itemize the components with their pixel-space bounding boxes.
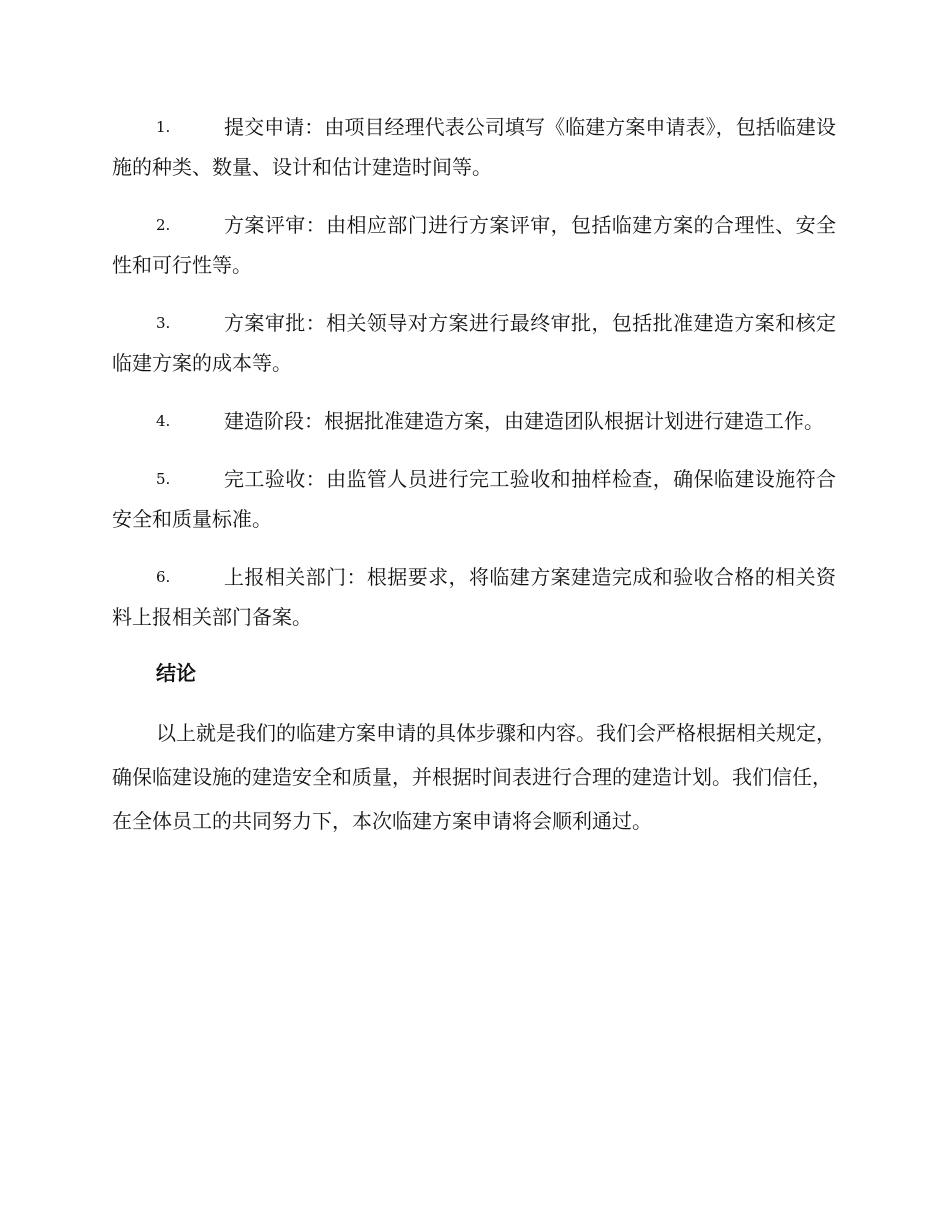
list-text: 方案评审：由相应部门进行方案评审，包括临建方案的合理性、安全性和可行性等。 <box>112 213 836 277</box>
list-text: 方案审批：相关领导对方案进行最终审批，包括批准建造方案和核定临建方案的成本等。 <box>112 311 836 375</box>
list-item-6 <box>112 557 836 637</box>
list-number: 3. <box>156 314 171 332</box>
list-number: 5. <box>156 470 171 488</box>
list-number: 2. <box>156 216 171 234</box>
conclusion-heading: 结论 <box>156 661 196 685</box>
list-text: 提交申请：由项目经理代表公司填写《临建方案申请表》，包括临建设施的种类、数量、设计和估计建造时间等。 <box>112 115 836 179</box>
list-text: 上报相关部门：根据要求，将临建方案建造完成和验收合格的相关资料上报相关部门备案。 <box>112 565 836 629</box>
conclusion-paragraph: 以上就是我们的临建方案申请的具体步骤和内容。我们会严格根据相关规定，确保临建设施的建造安全和质量，并根据时间表进行合理的建造计划。我们信任，在全体员工的共同努力下，本次临建方案申请将会顺利通过。 <box>112 721 836 833</box>
list-number: 6. <box>156 568 171 586</box>
list-item-3 <box>112 303 836 383</box>
list-text: 完工验收：由监管人员进行完工验收和抽样检查，确保临建设施符合安全和质量标准。 <box>112 467 836 531</box>
list-item-2 <box>112 205 836 285</box>
list-item-5 <box>112 459 836 539</box>
list-text: 建造阶段：根据批准建造方案，由建造团队根据计划进行建造工作。 <box>224 409 824 433</box>
list-number: 4. <box>156 412 171 430</box>
list-item-4 <box>112 401 836 441</box>
document-content <box>112 107 836 863</box>
list-number: 1. <box>156 118 171 136</box>
list-item-1 <box>112 107 836 187</box>
